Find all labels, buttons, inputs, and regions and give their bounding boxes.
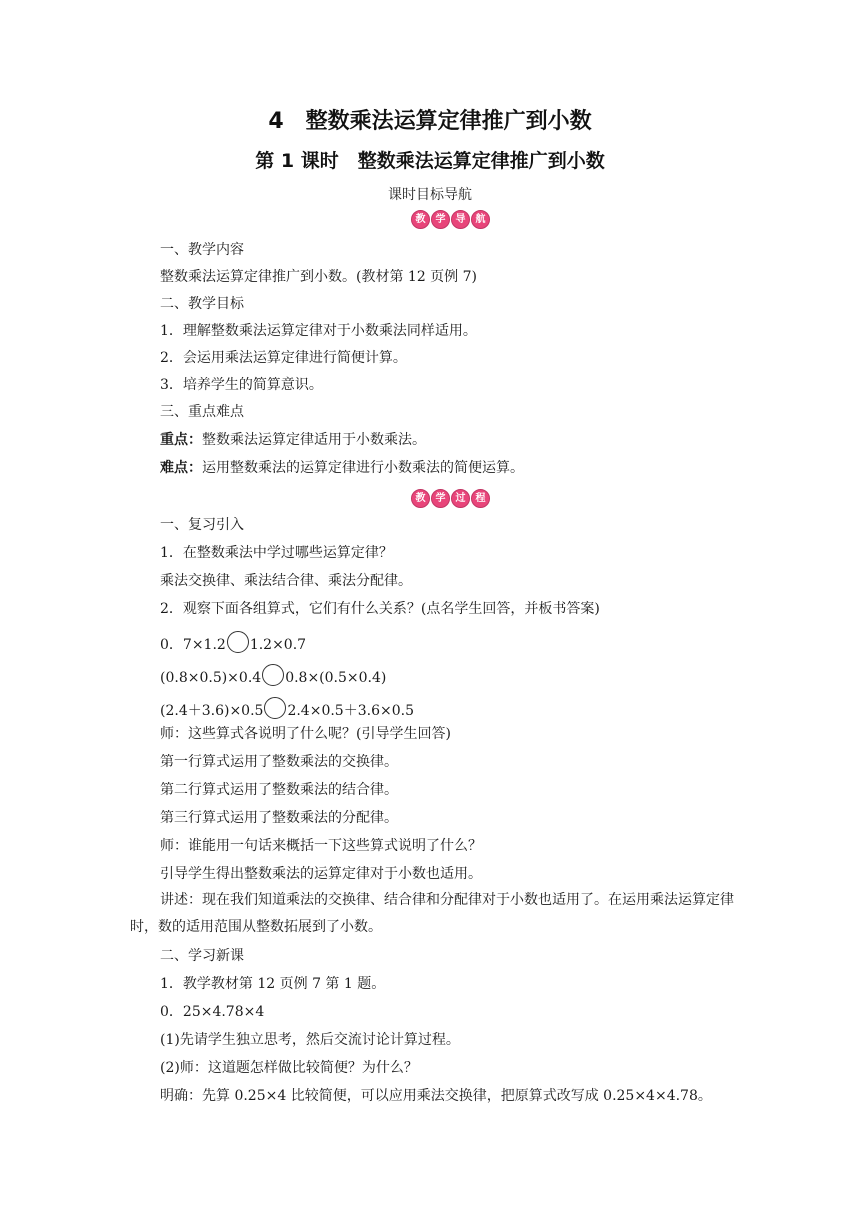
lesson-step: (1)先请学生独立思考，然后交流讨论计算过程。 bbox=[160, 1032, 460, 1048]
question-2: 2．观察下面各组算式，它们有什么关系？(点名学生回答，并板书答案) bbox=[160, 601, 600, 617]
explanation-line: 第三行算式运用了整数乘法的分配律。 bbox=[160, 810, 398, 826]
equation-row-3 bbox=[160, 697, 414, 721]
badge-char: 过 bbox=[451, 489, 470, 508]
difficulty-label: 难点： bbox=[160, 460, 202, 476]
explanation-line: 第一行算式运用了整数乘法的交换律。 bbox=[160, 754, 398, 770]
section-heading-review: 一、复习引入 bbox=[160, 517, 244, 533]
teacher-line: 师：谁能用一句话来概括一下这些算式说明了什么？ bbox=[160, 838, 482, 854]
page-title: 4 整数乘法运算定律推广到小数 bbox=[268, 109, 592, 134]
question-1: 1．在整数乘法中学过哪些运算定律？ bbox=[160, 545, 393, 561]
compare-circle bbox=[262, 664, 284, 686]
equation-row-2 bbox=[160, 664, 386, 688]
lesson-subtitle: 第 1 课时 整数乘法运算定律推广到小数 bbox=[255, 150, 605, 172]
section-heading-content: 一、教学内容 bbox=[160, 242, 244, 258]
teaching-process-badge bbox=[411, 488, 490, 508]
badge-char: 程 bbox=[471, 489, 490, 508]
goal-item: 3．培养学生的简算意识。 bbox=[160, 377, 323, 393]
equation-left: 0．7×1.2 bbox=[160, 637, 226, 653]
explanation-line: 第二行算式运用了整数乘法的结合律。 bbox=[160, 782, 398, 798]
badge-char: 航 bbox=[471, 210, 490, 229]
equation-right: 0.8×(0.5×0.4) bbox=[285, 670, 387, 686]
content-text: 整数乘法运算定律推广到小数。(教材第 12 页例 7) bbox=[160, 269, 477, 285]
key-point bbox=[160, 430, 426, 450]
nav-heading: 课时目标导航 bbox=[388, 187, 472, 203]
badge-char: 教 bbox=[411, 210, 430, 229]
teacher-line: 师：这些算式各说明了什么呢？(引导学生回答) bbox=[160, 726, 451, 742]
goal-item: 2．会运用乘法运算定律进行简便计算。 bbox=[160, 350, 407, 366]
narration-paragraph: 讲述：现在我们知道乘法的交换律、结合律和分配律对于小数也适用了。在运用乘法运算定律时，数的适用范围从整数拓展到了小数。 bbox=[130, 892, 734, 935]
badge-char: 学 bbox=[431, 489, 450, 508]
section-heading-key-points: 三、重点难点 bbox=[160, 404, 244, 420]
difficulty-text: 运用整数乘法的运算定律进行小数乘法的简便运算。 bbox=[202, 460, 524, 476]
explanation-line: 引导学生得出整数乘法的运算定律对于小数也适用。 bbox=[160, 866, 482, 882]
lesson-step: 1．教学教材第 12 页例 7 第 1 题。 bbox=[160, 976, 386, 992]
section-heading-goals: 二、教学目标 bbox=[160, 296, 244, 312]
key-text: 整数乘法运算定律适用于小数乘法。 bbox=[202, 432, 426, 448]
lesson-step: (2)师：这道题怎样做比较简便？为什么？ bbox=[160, 1060, 418, 1076]
section-heading-new-lesson: 二、学习新课 bbox=[160, 948, 244, 964]
difficult-point bbox=[160, 458, 524, 478]
answer-1: 乘法交换律、乘法结合律、乘法分配律。 bbox=[160, 573, 412, 589]
equation-right: 1.2×0.7 bbox=[249, 637, 307, 653]
equation-left: (2.4＋3.6)×0.5 bbox=[160, 703, 264, 719]
badge-char: 学 bbox=[431, 210, 450, 229]
key-label: 重点： bbox=[160, 432, 202, 448]
badge-char: 教 bbox=[411, 489, 430, 508]
compare-circle bbox=[227, 631, 249, 653]
lesson-conclusion: 明确：先算 0.25×4 比较简便，可以应用乘法交换律，把原算式改写成 0.25×4×4.78。 bbox=[160, 1088, 712, 1104]
goal-item: 1．理解整数乘法运算定律对于小数乘法同样适用。 bbox=[160, 323, 477, 339]
badge-char: 导 bbox=[451, 210, 470, 229]
equation-left: (0.8×0.5)×0.4 bbox=[160, 670, 262, 686]
equation-right: 2.4×0.5＋3.6×0.5 bbox=[287, 703, 414, 719]
equation-row-1 bbox=[160, 631, 306, 655]
teaching-guide-badge bbox=[411, 209, 490, 229]
lesson-expression: 0．25×4.78×4 bbox=[160, 1004, 265, 1020]
compare-circle bbox=[264, 697, 286, 719]
